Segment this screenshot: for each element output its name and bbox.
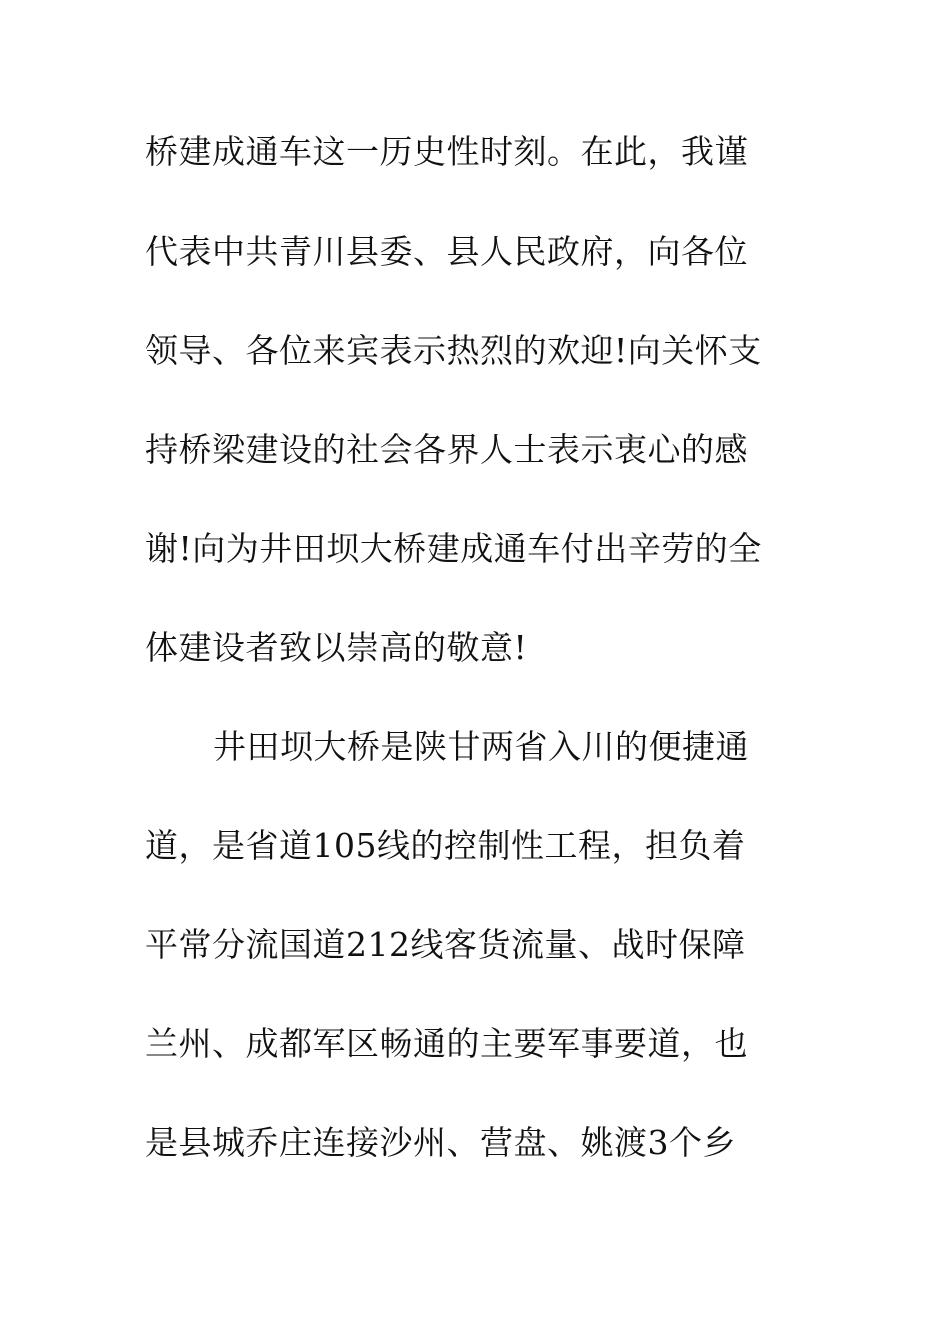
text-line: 兰州、成都军区畅通的主要军事要道，也 xyxy=(145,1024,748,1063)
text-line: 代表中共青川县委、县人民政府，向各位 xyxy=(145,232,748,271)
text-line: 体建设者致以崇高的敬意! xyxy=(145,628,528,667)
paragraph-first-line: 井田坝大桥是陕甘两省入川的便捷通 xyxy=(213,727,749,766)
text-line: 领导、各位来宾表示热烈的欢迎!向关怀支 xyxy=(145,331,762,370)
text-line: 谢!向为井田坝大桥建成通车付出辛劳的全 xyxy=(145,529,762,568)
text-line: 桥建成通车这一历史性时刻。在此，我谨 xyxy=(145,132,748,171)
text-line: 道，是省道105线的控制性工程，担负着 xyxy=(145,826,746,865)
text-line: 平常分流国道212线客货流量、战时保障 xyxy=(145,925,746,964)
text-line: 是县城乔庄连接沙州、营盘、姚渡3个乡 xyxy=(145,1123,736,1162)
text-line: 持桥梁建设的社会各界人士表示衷心的感 xyxy=(145,430,748,469)
